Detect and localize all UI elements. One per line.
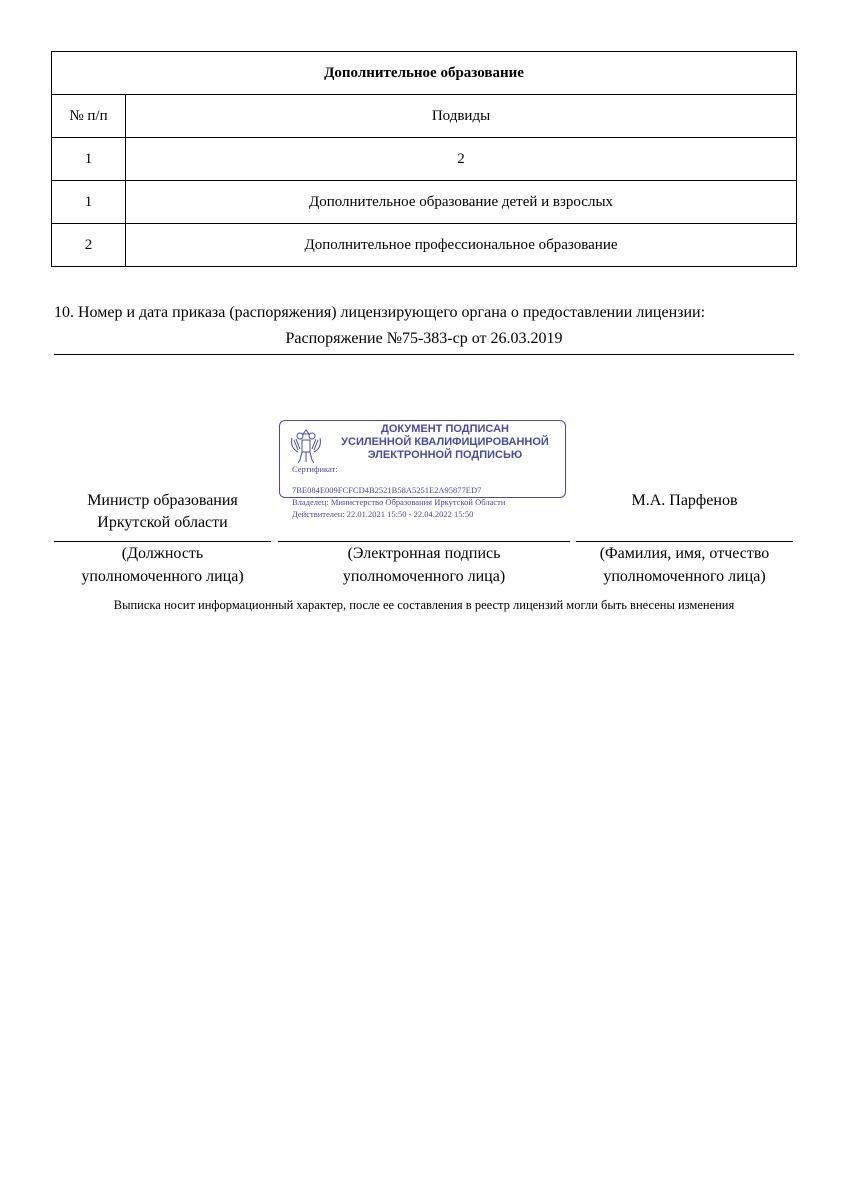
row-name: Дополнительное профессиональное образование <box>126 224 797 267</box>
coat-of-arms-icon <box>288 426 324 466</box>
table-title: Дополнительное образование <box>52 52 797 95</box>
row-name: Дополнительное образование детей и взрослых <box>126 181 797 224</box>
signature-caption <box>278 542 570 588</box>
signer-position-line: Министр образования <box>87 492 238 509</box>
stamp-title <box>330 423 560 462</box>
column-number-1: 1 <box>52 138 126 181</box>
stamp-title-line: УСИЛЕННОЙ КВАЛИФИЦИРОВАННОЙ <box>341 436 549 448</box>
table-row <box>52 181 797 224</box>
signer-position <box>54 490 271 534</box>
caption-line: уполномоченного лица) <box>81 568 244 585</box>
header-name: Подвиды <box>126 95 797 138</box>
table-title-row <box>52 52 797 95</box>
column-number-2: 2 <box>126 138 797 181</box>
stamp-title-line: ЭЛЕКТРОННОЙ ПОДПИСЬЮ <box>367 449 523 461</box>
section-10-text: 10. Номер и дата приказа (распоряжения) лицензирующего органа о предоставлении лицензии: <box>54 304 706 321</box>
caption-line: (Электронная подпись <box>347 545 501 562</box>
stamp-cert-number: 7BE084E009FCFCD4B2521B58A5251E2A95877ED7 <box>292 485 482 495</box>
header-num: № п/п <box>52 95 126 138</box>
caption-line: (Фамилия, имя, отчество <box>599 545 770 562</box>
stamp-valid: Действителен: 22.01.2021 15:50 - 22.04.2022 15:50 <box>292 509 474 519</box>
signer-name: М.А. Парфенов <box>631 492 738 509</box>
order-text: Распоряжение №75-383-ср от 26.03.2019 <box>285 330 563 347</box>
stamp-cert-label: Сертификат: <box>292 464 338 474</box>
electronic-signature-stamp <box>279 420 566 498</box>
stamp-owner: Владелец: Министерство Образования Иркутской Области <box>292 497 506 507</box>
order-underline <box>54 354 794 355</box>
table-header-row <box>52 95 797 138</box>
row-num: 2 <box>52 224 126 267</box>
stamp-title-line: ДОКУМЕНТ ПОДПИСАН <box>381 423 509 435</box>
disclaimer-note: Выписка носит информационный характер, после ее составления в реестр лицензий могли быть внесены изменения <box>113 598 735 612</box>
caption-line: уполномоченного лица) <box>342 568 506 585</box>
row-num: 1 <box>52 181 126 224</box>
signer-position-line: Иркутской области <box>97 514 228 531</box>
caption-line: (Должность <box>121 545 204 562</box>
caption-line: уполномоченного лица) <box>603 568 766 585</box>
name-caption <box>576 542 793 588</box>
education-subtypes-table <box>51 51 797 267</box>
table-row <box>52 224 797 267</box>
position-caption <box>54 542 271 588</box>
column-numbers-row <box>52 138 797 181</box>
